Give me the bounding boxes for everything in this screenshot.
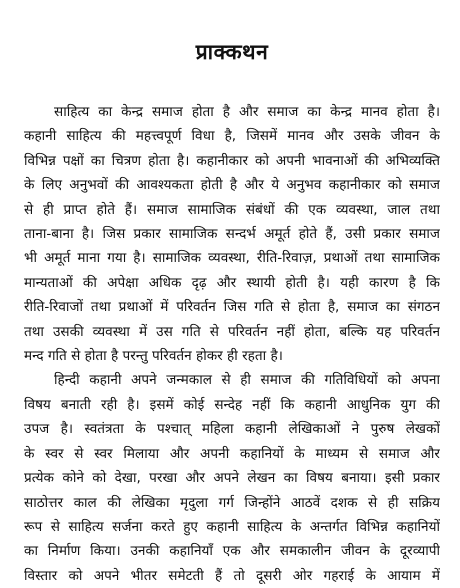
text-line: के लिए अनुभवों की आवश्यकता होती है और ये अनुभव कहानीकार को समाज <box>24 177 440 194</box>
paragraph-2 <box>24 368 440 588</box>
text-line: रूप से साहित्य सर्जना करते हुए कहानी साहित्य के अन्तर्गत विभिन्न कहानियों <box>24 518 440 535</box>
text-line: साहित्य का केन्द्र समाज होता है और समाज का केन्द्र मानव होता है। <box>54 104 440 120</box>
text-line: से ही प्राप्त होते हैं। समाज सामाजिक संबंधों की एक व्यवस्था, जाल तथा <box>24 201 440 218</box>
paragraph-1 <box>24 100 440 368</box>
text-line: विषय बनाती रही है। इसमें कोई सन्देह नहीं कि कहानी आधुनिक युग की <box>24 396 440 413</box>
text-line: विभिन्न पक्षों का चित्रण होता है। कहानीकार को अपनी भावनाओं की अभिव्यक्ति <box>24 152 440 169</box>
text-line: मान्यताओं की अपेक्षा अधिक दृढ़ और स्थायी होती है। यही कारण है कि <box>24 274 440 291</box>
text-line: रीति-रिवाजों तथा प्रथाओं में परिवर्तन जिस गति से होता है, समाज का संगठन <box>24 299 440 316</box>
text-line: प्रत्येक कोने को देखा, परखा और अपने लेखन का विषय बनाया। इसी प्रकार <box>24 470 440 487</box>
text-line: तथा उसकी व्यवस्था में उस गति से परिवर्तन नहीं होता, बल्कि यह परिवर्तन <box>24 323 440 340</box>
text-line: ताना-बाना है। जिस प्रकार सामाजिक सन्दर्भ अमूर्त होते हैं, उसी प्रकार समाज <box>24 226 440 243</box>
text-line: साठोत्तर काल की लेखिका मृदुला गर्ग जिन्होंने आठवें दशक से ही सक्रिय <box>24 494 440 511</box>
text-line: भी अमूर्त माना गया है। सामाजिक व्यवस्था, रीति-रिवाज़, प्रथाओं तथा सामाजिक <box>24 250 440 267</box>
text-line: विस्तार को अपने भीतर समेटती हैं तो दूसरी ओर गहराई के आयाम में <box>24 567 440 584</box>
page-title: प्राक्कथन <box>195 40 269 64</box>
text-line: के स्वर से स्वर मिलाया और अपनी कहानियों के माध्यम से समाज और <box>24 445 440 462</box>
text-line: हिन्दी कहानी अपने जन्मकाल से ही समाज की गतिविधियों को अपना <box>54 372 440 389</box>
text-line: मन्द गति से होता है परन्तु परिवर्तन होकर ही रहता है। <box>24 348 283 365</box>
text-line: उपज है। स्वतंत्रता के पश्चात् महिला कहानी लेखिकाओं ने पुरुष लेखकों <box>24 421 440 438</box>
text-line: का निर्माण किया। उनकी कहानियाँ एक और समकालीन जीवन के दूरव्यापी <box>24 543 440 560</box>
text-line: कहानी साहित्य की महत्त्वपूर्ण विधा है, जिसमें मानव और उसके जीवन के <box>24 128 440 145</box>
